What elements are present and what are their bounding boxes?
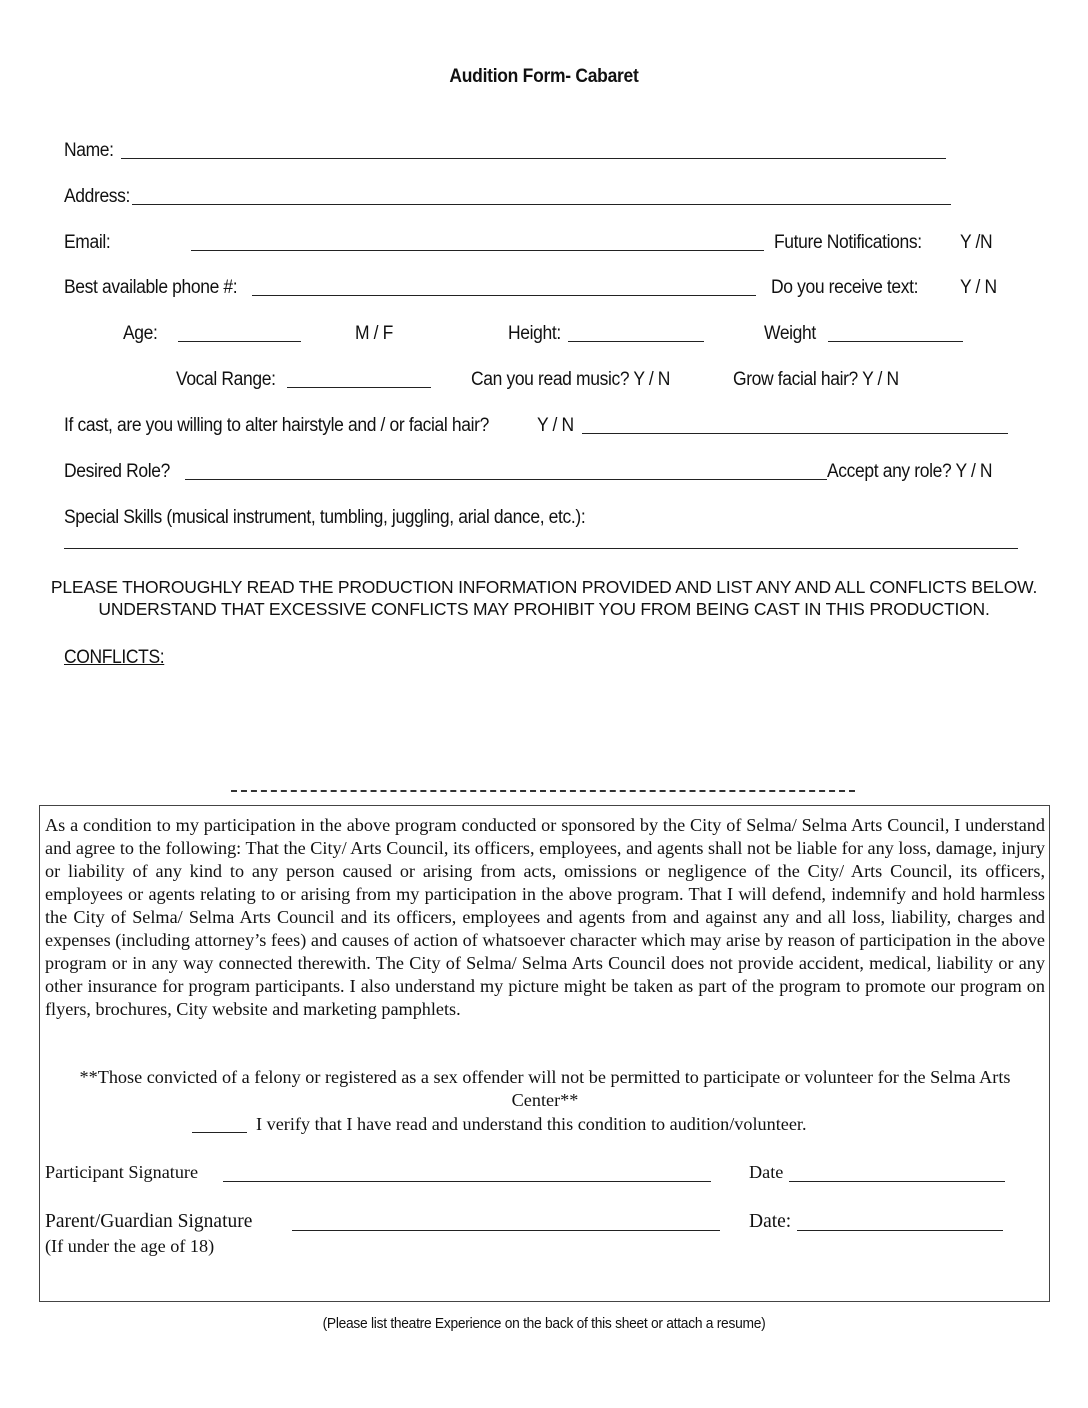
parent-date-label: Date: bbox=[749, 1211, 792, 1232]
phone-input[interactable] bbox=[252, 295, 756, 296]
address-input[interactable] bbox=[132, 204, 951, 205]
alter-hair-choice[interactable]: Y / N bbox=[537, 415, 574, 436]
waiver-paragraph: As a condition to my participation in the above program conducted or sponsored by the City of Selma/ Selma Arts Council, I understand and agree to the following: That the City/ Arts Council, its officers, employees, and agents shall not be liable for any loss, damage, injury or liability of any kind to any person caused or arising from acts, omissions or negligence of the City/ Arts Council, its officers, employees or agents relating to or arising from my participation in the above program. That I will defend, indemnify and hold harmless the City of Selma/ Selma Arts Council and its officers, employees and agents from and against any and all loss, liability, charges and expenses (including attorney’s fees) and causes of action of whatsoever character which may arise by reason of participation in the above program or in any way connected therewith. The City of Selma/ Selma Arts Council does not provide accident, medical, liability or any other insurance for program participants. I also understand my picture might be taken as part of the program to promote our program on flyers, brochures, City website and marketing pamphlets. bbox=[45, 815, 1045, 1019]
accept-role-question[interactable]: Accept any role? Y / N bbox=[827, 461, 993, 482]
name-input[interactable] bbox=[121, 158, 946, 159]
felony-notice: **Those convicted of a felony or registered as a sex offender will not be permitted to participate or volunteer for the Selma Arts Center** bbox=[79, 1067, 1011, 1110]
height-label: Height: bbox=[508, 323, 561, 344]
form-title: Audition Form- Cabaret bbox=[449, 66, 639, 87]
special-skills-input[interactable] bbox=[64, 548, 1018, 549]
parent-signature-input[interactable] bbox=[292, 1230, 720, 1231]
future-notifications-choice[interactable]: Y /N bbox=[960, 232, 993, 253]
receive-text-label: Do you receive text: bbox=[771, 277, 919, 298]
age-label: Age: bbox=[123, 323, 158, 344]
special-skills-label: Special Skills (musical instrument, tumbling, juggling, arial dance, etc.): bbox=[64, 507, 586, 528]
footer-note: (Please list theatre Experience on the back of this sheet or attach a resume) bbox=[322, 1315, 766, 1332]
alter-hair-question: If cast, are you willing to alter hairstyle and / or facial hair? bbox=[64, 415, 489, 436]
participant-date-label: Date bbox=[749, 1162, 784, 1182]
participant-signature-label: Participant Signature bbox=[45, 1162, 199, 1182]
read-music-question[interactable]: Can you read music? Y / N bbox=[471, 369, 671, 390]
under-age-note: (If under the age of 18) bbox=[45, 1236, 215, 1256]
facial-hair-question[interactable]: Grow facial hair? Y / N bbox=[733, 369, 899, 390]
desired-role-label: Desired Role? bbox=[64, 461, 170, 482]
address-label: Address: bbox=[64, 186, 131, 207]
parent-date-input[interactable] bbox=[797, 1230, 1003, 1231]
vocal-range-input[interactable] bbox=[287, 387, 431, 388]
weight-input[interactable] bbox=[828, 341, 963, 342]
vocal-range-label: Vocal Range: bbox=[176, 369, 276, 390]
desired-role-input[interactable] bbox=[185, 479, 827, 480]
receive-text-choice[interactable]: Y / N bbox=[960, 277, 997, 298]
age-input[interactable] bbox=[178, 341, 301, 342]
alter-hair-input[interactable] bbox=[582, 433, 1008, 434]
height-input[interactable] bbox=[568, 341, 704, 342]
notice-line-1: PLEASE THOROUGHLY READ THE PRODUCTION INFORMATION PROVIDED AND LIST ANY AND ALL CONFLICTS BELOW. bbox=[50, 577, 1038, 597]
name-label: Name: bbox=[64, 140, 114, 161]
email-label: Email: bbox=[64, 232, 111, 253]
participant-signature-input[interactable] bbox=[223, 1181, 711, 1182]
verify-initials-input[interactable] bbox=[192, 1132, 247, 1133]
future-notifications-label: Future Notifications: bbox=[774, 232, 922, 253]
phone-label: Best available phone #: bbox=[64, 277, 238, 298]
notice-line-2: UNDERSTAND THAT EXCESSIVE CONFLICTS MAY PROHIBIT YOU FROM BEING CAST IN THIS PRODUCTION. bbox=[98, 599, 990, 619]
separator-dashes bbox=[231, 790, 855, 792]
email-input[interactable] bbox=[191, 250, 764, 251]
parent-signature-label: Parent/Guardian Signature bbox=[45, 1211, 253, 1232]
verify-statement: I verify that I have read and understand this condition to audition/volunteer. bbox=[256, 1114, 807, 1134]
conflicts-heading: CONFLICTS: bbox=[64, 647, 165, 668]
conflicts-input-area[interactable] bbox=[64, 672, 1018, 772]
weight-label: Weight bbox=[764, 323, 816, 344]
sex-choice[interactable]: M / F bbox=[355, 323, 393, 344]
participant-date-input[interactable] bbox=[789, 1181, 1005, 1182]
